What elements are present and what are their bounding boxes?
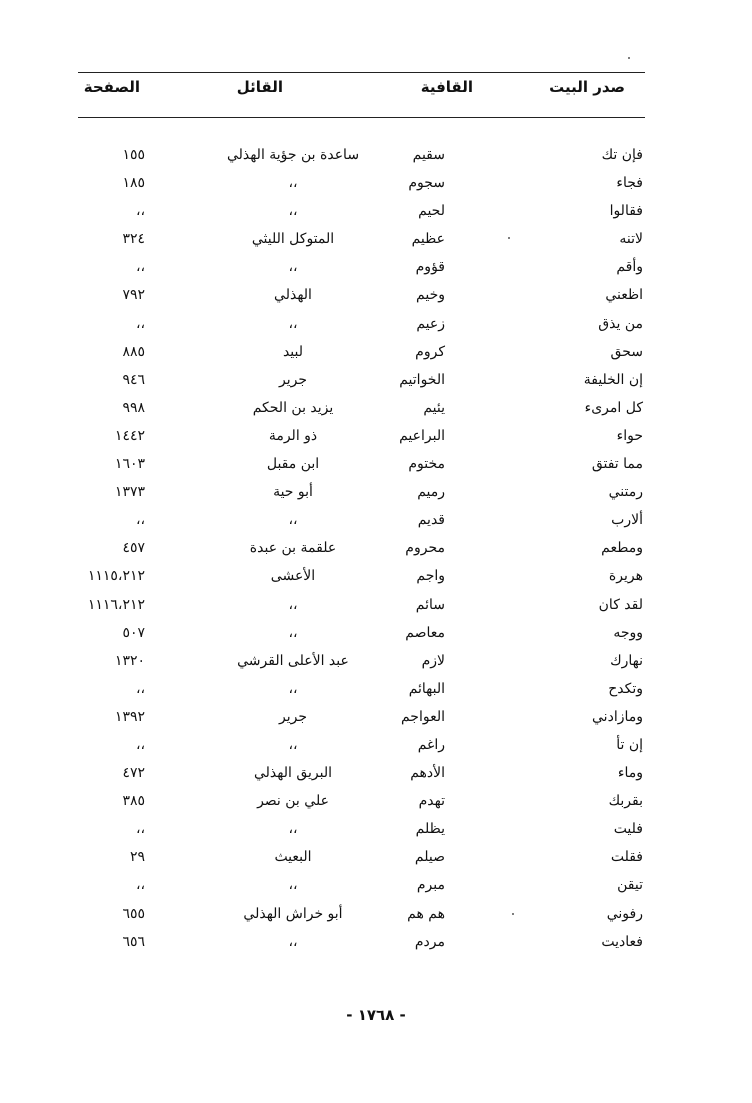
table-row <box>78 143 645 171</box>
header-bottom-rule <box>78 117 645 118</box>
rhyme-cell: لازم <box>421 652 445 669</box>
page-cell: ٧٩٢ <box>122 287 145 304</box>
verse-cell: لاتنه <box>619 231 643 248</box>
verse-cell: وأقم <box>616 259 643 276</box>
verse-cell: لقد كان <box>598 596 643 613</box>
index-table <box>78 143 645 958</box>
table-row <box>78 677 645 705</box>
verse-cell: رمتني <box>608 484 643 501</box>
verse-cell: رفوني <box>606 905 643 922</box>
page-cell: ٢٩ <box>129 849 145 866</box>
poet-cell: أبو حية <box>273 484 313 501</box>
poet-cell: المتوكل الليثي <box>251 231 335 248</box>
verse-cell: إن الخليفة <box>583 371 643 388</box>
table-row <box>78 255 645 283</box>
rhyme-cell: يئيم <box>423 399 445 416</box>
rhyme-cell: عظيم <box>411 231 445 248</box>
page-cell: ٦٥٦ <box>122 933 145 950</box>
verse-cell: مما تفتق <box>591 456 643 473</box>
rhyme-cell: يظلم <box>415 821 445 838</box>
verse-cell: نهارك <box>610 652 643 669</box>
table-row <box>78 564 645 592</box>
page-cell: ٨٨٥ <box>122 343 145 360</box>
page-cell: ١٣٢٠ <box>114 652 145 669</box>
page-cell: ،، <box>135 736 145 753</box>
page-cell: ،، <box>135 680 145 697</box>
verse-cell: هريرة <box>608 568 643 585</box>
verse-cell: تيقن <box>617 877 643 894</box>
table-row <box>78 396 645 424</box>
table-row <box>78 902 645 930</box>
page-number: - ١٧٦٨ - <box>346 1006 406 1024</box>
page-cell: ١٨٥ <box>122 175 145 192</box>
rhyme-cell: محروم <box>405 540 445 557</box>
page-cell: ٩٩٨ <box>122 399 145 416</box>
poet-cell: ،، <box>288 736 298 753</box>
page-cell: ،، <box>135 203 145 220</box>
poet-cell: ،، <box>288 596 298 613</box>
poet-cell: البعيث <box>274 849 312 866</box>
verse-cell: فقالوا <box>609 203 643 220</box>
poet-cell: ذو الرمة <box>268 427 318 444</box>
rhyme-cell: وخيم <box>416 287 445 304</box>
print-speck <box>508 237 510 239</box>
poet-cell: البريق الهذلي <box>253 765 333 782</box>
rhyme-cell: البهائم <box>408 680 445 697</box>
rhyme-cell: رميم <box>417 484 445 501</box>
verse-cell: ألارب <box>611 512 643 529</box>
poet-cell: ،، <box>288 259 298 276</box>
poet-cell: ،، <box>288 877 298 894</box>
poet-cell: جرير <box>279 708 307 725</box>
rhyme-cell: سجوم <box>408 175 445 192</box>
page-cell: ١١١٥،٢١٢ <box>87 568 145 585</box>
header-rhyme: القافية <box>420 78 473 96</box>
table-row <box>78 621 645 649</box>
rhyme-cell: مختوم <box>408 456 445 473</box>
table-row <box>78 368 645 396</box>
verse-cell: ومازادني <box>592 708 643 725</box>
rhyme-cell: الخواتيم <box>399 371 445 388</box>
header-verse: صدر البيت <box>549 78 625 96</box>
verse-cell: اظعني <box>605 287 643 304</box>
table-row <box>78 817 645 845</box>
poet-cell: ساعدة بن جؤية الهذلي <box>226 147 360 163</box>
page-cell: ٩٤٦ <box>122 371 145 388</box>
poet-cell: ،، <box>288 512 298 529</box>
table-row <box>78 789 645 817</box>
rhyme-cell: زعيم <box>416 315 445 332</box>
poet-cell: علي بن نصر <box>257 793 329 810</box>
verse-cell: من يذق <box>598 315 643 332</box>
table-row <box>78 227 645 255</box>
verse-cell: وماء <box>617 765 643 782</box>
page-cell: ١٣٧٣ <box>114 484 145 501</box>
rhyme-cell: قؤوم <box>415 259 445 276</box>
poet-cell: ،، <box>288 933 298 950</box>
poet-cell: جرير <box>279 371 307 388</box>
verse-cell: حواء <box>616 427 643 444</box>
rhyme-cell: كروم <box>415 343 445 360</box>
page-cell: ١١١٦،٢١٢ <box>87 596 145 613</box>
page-cell: ٤٥٧ <box>122 540 145 557</box>
verse-cell: بقربك <box>608 793 643 810</box>
page-cell: ،، <box>135 512 145 529</box>
rhyme-cell: سقيم <box>412 147 445 163</box>
poet-cell: ،، <box>288 315 298 332</box>
verse-cell: فعاديت <box>601 933 643 950</box>
table-row <box>78 761 645 789</box>
page-cell: ،، <box>135 877 145 894</box>
page-cell: ،، <box>135 259 145 276</box>
poet-cell: ،، <box>288 203 298 220</box>
print-speck <box>628 57 630 59</box>
table-row <box>78 845 645 873</box>
rhyme-cell: الأدهم <box>410 765 445 782</box>
header-page: الصفحة <box>83 78 140 96</box>
verse-cell: وتكدح <box>608 680 643 697</box>
table-row <box>78 480 645 508</box>
page-cell: ،، <box>135 315 145 332</box>
poet-cell: علقمة بن عبدة <box>249 540 337 557</box>
poet-cell: ،، <box>288 680 298 697</box>
poet-cell: ،، <box>288 624 298 641</box>
rhyme-cell: العواجم <box>400 708 445 725</box>
table-row <box>78 873 645 901</box>
rhyme-cell: مبرم <box>416 877 445 894</box>
header-poet: القائل <box>236 78 283 96</box>
verse-cell: فليت <box>613 821 643 838</box>
page-cell: ٤٧٢ <box>122 765 145 782</box>
table-row <box>78 930 645 958</box>
poet-cell: ،، <box>288 821 298 838</box>
poet-cell: يزيد بن الحكم <box>252 399 334 416</box>
poet-cell: عبد الأعلى القرشي <box>237 652 349 669</box>
verse-cell: فجاء <box>616 175 643 192</box>
table-row <box>78 283 645 311</box>
page-cell: ١٦٠٣ <box>114 456 145 473</box>
poet-cell: أبو خراش الهذلي <box>243 905 343 922</box>
poet-cell: ابن مقبل <box>266 456 320 473</box>
poet-cell: الهذلي <box>274 287 312 304</box>
page-cell: ٥٠٧ <box>122 624 145 641</box>
rhyme-cell: لحيم <box>418 203 445 220</box>
page-cell: ١٤٤٢ <box>114 427 145 444</box>
table-row <box>78 312 645 340</box>
rhyme-cell: مردم <box>414 933 445 950</box>
table-row <box>78 199 645 227</box>
page-cell: ٦٥٥ <box>122 905 145 922</box>
rhyme-cell: هم هم <box>407 905 445 922</box>
verse-cell: ووجه <box>613 624 643 641</box>
table-row <box>78 536 645 564</box>
rhyme-cell: سائم <box>415 596 445 613</box>
verse-cell: كل امرىء <box>584 399 643 416</box>
poet-cell: الأعشى <box>270 568 316 585</box>
verse-cell: فإن تك <box>601 147 643 163</box>
page-cell: ٣٢٤ <box>122 231 145 248</box>
table-row <box>78 508 645 536</box>
page-cell: ١٥٥ <box>122 147 145 163</box>
page-cell: ٣٨٥ <box>122 793 145 810</box>
page-cell: ١٣٩٢ <box>114 708 145 725</box>
table-row <box>78 424 645 452</box>
rhyme-cell: راغم <box>417 736 445 753</box>
rhyme-cell: قديم <box>417 512 445 529</box>
table-row <box>78 171 645 199</box>
print-speck <box>512 913 514 915</box>
page-cell: ،، <box>135 821 145 838</box>
table-row <box>78 593 645 621</box>
poet-cell: ،، <box>288 175 298 192</box>
table-row <box>78 452 645 480</box>
verse-cell: فقلت <box>610 849 643 866</box>
rhyme-cell: صيلم <box>414 849 445 866</box>
table-header <box>78 78 645 108</box>
table-row <box>78 649 645 677</box>
poet-cell: لبيد <box>282 343 304 360</box>
rhyme-cell: تهدم <box>418 793 445 810</box>
rhyme-cell: البراعيم <box>399 427 445 444</box>
verse-cell: إن تأ <box>616 736 643 753</box>
verse-cell: سحق <box>610 343 643 360</box>
verse-cell: ومطعم <box>601 540 643 557</box>
table-row <box>78 705 645 733</box>
table-row <box>78 340 645 368</box>
rhyme-cell: واجم <box>416 568 445 585</box>
header-top-rule <box>78 72 645 73</box>
table-row <box>78 733 645 761</box>
rhyme-cell: معاصم <box>405 624 445 641</box>
